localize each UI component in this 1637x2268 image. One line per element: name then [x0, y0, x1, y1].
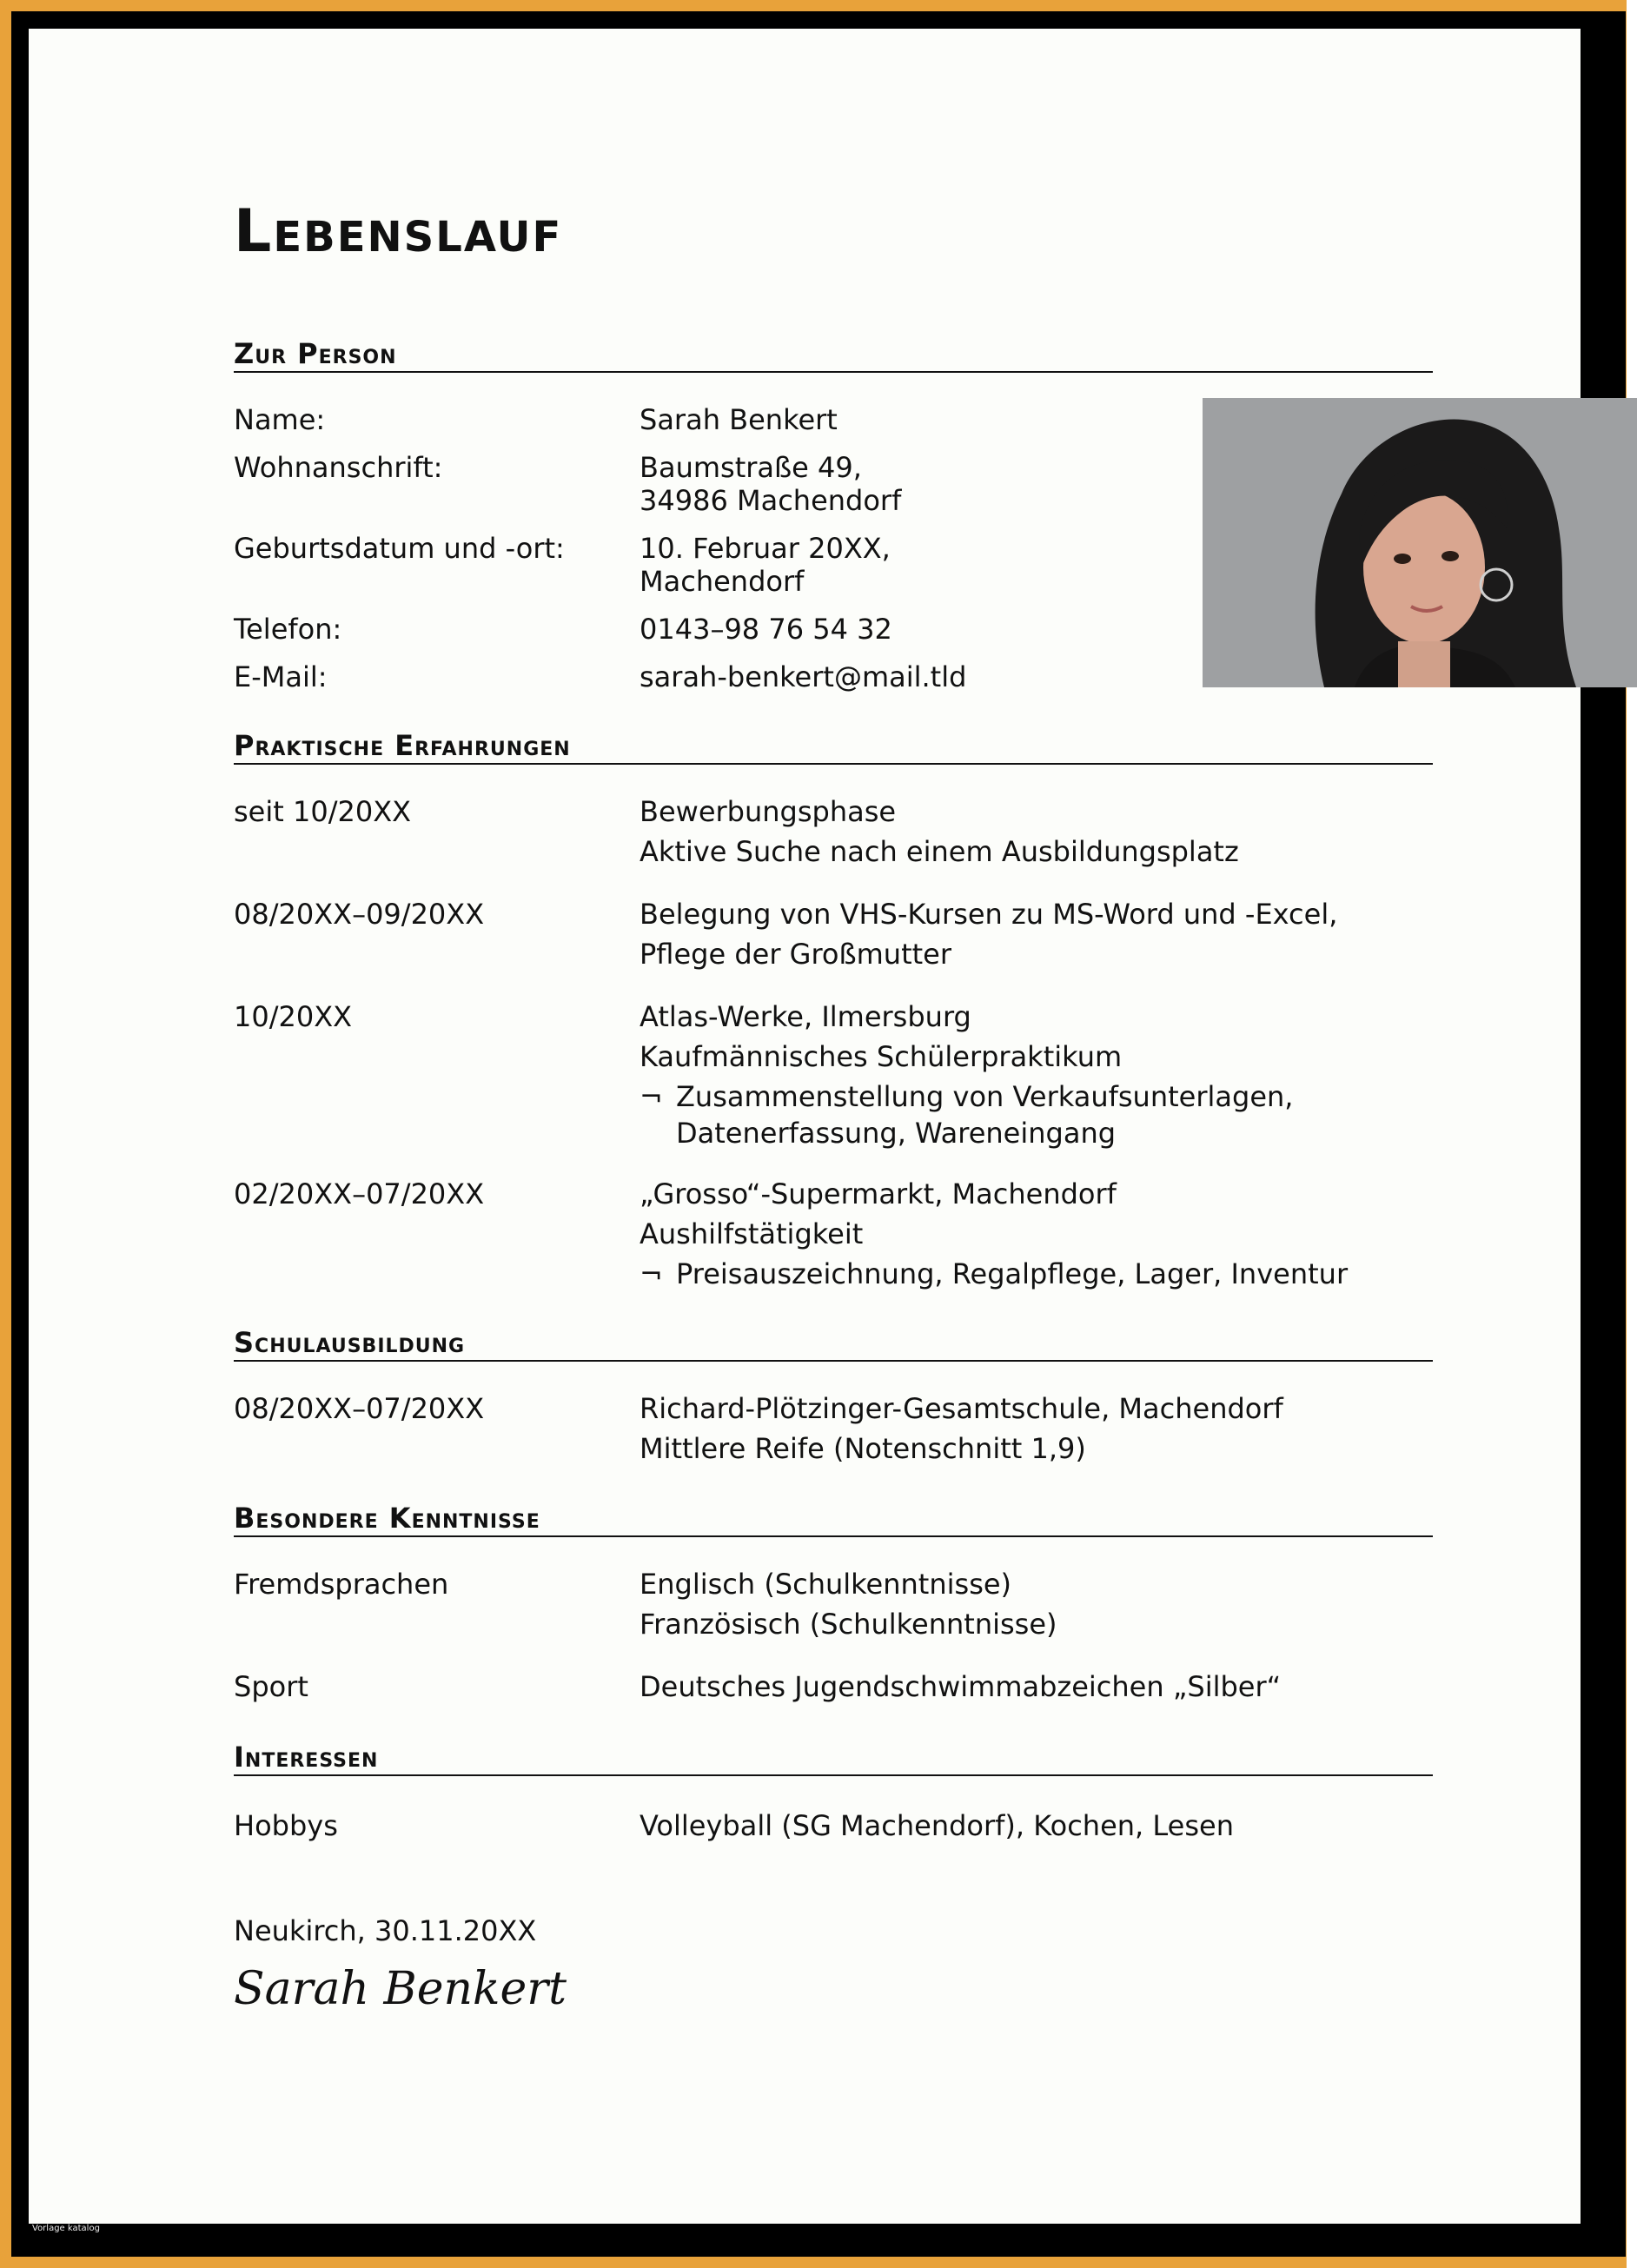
section-heading-school: Schulausbildung: [234, 1326, 1433, 1362]
bullet-text: Zusammenstellung von Verkaufsunterlagen,: [676, 1080, 1294, 1113]
entry-details: [640, 1174, 1348, 1294]
entry-date: 02/20XX–07/20XX: [234, 1177, 485, 1210]
cv-paper: [29, 29, 1581, 2233]
row-label: Geburtsdatum und -ort:: [234, 532, 565, 565]
entry-line: Richard-Plötzinger-Gesamtschule, Machendorf: [640, 1392, 1283, 1425]
entry-bullet: [640, 1254, 1348, 1294]
value-line: Volleyball (SG Machendorf), Kochen, Lesen: [640, 1809, 1234, 1842]
entry-line: Pflege der Großmutter: [640, 938, 952, 971]
value-line: sarah-benkert@mail.tld: [640, 660, 967, 693]
watermark: Vorlage katalog: [32, 2224, 100, 2233]
entry-date: 08/20XX–07/20XX: [234, 1392, 485, 1425]
row-value: [640, 451, 901, 517]
entry-line: „Grosso“-Supermarkt, Machendorf: [640, 1177, 1117, 1210]
entry-bullet: [640, 1077, 1293, 1117]
value-line: 10. Februar 20XX,: [640, 532, 891, 565]
entry-line: Atlas-Werke, Ilmersburg: [640, 1000, 971, 1033]
row-value: [640, 1806, 1234, 1846]
row-label: Fremdsprachen: [234, 1568, 449, 1601]
value-line: Englisch (Schulkenntnisse): [640, 1568, 1012, 1601]
row-value: [640, 400, 838, 440]
value-line: Französisch (Schulkenntnisse): [640, 1608, 1057, 1641]
signature: Sarah Benkert: [234, 1963, 567, 2015]
entry-line: Kaufmännisches Schülerpraktikum: [640, 1040, 1123, 1073]
entry-details: [640, 1389, 1283, 1469]
row-label: E-Mail:: [234, 660, 328, 693]
value-line: 34986 Machendorf: [640, 484, 902, 517]
row-label: Sport: [234, 1670, 308, 1703]
portrait-photo: [1203, 398, 1637, 687]
entry-line: Aktive Suche nach einem Ausbildungsplatz: [640, 835, 1239, 868]
value-line: 0143–98 76 54 32: [640, 613, 892, 646]
row-value: [640, 1564, 1057, 1644]
section-heading-person: Zur Person: [234, 337, 1433, 373]
entry-line: Aushilfstätigkeit: [640, 1217, 864, 1250]
value-line: Deutsches Jugendschwimmabzeichen „Silber“: [640, 1670, 1282, 1703]
entry-bullet-continuation: Datenerfassung, Wareneingang: [676, 1117, 1117, 1150]
portrait-illustration: [1203, 398, 1637, 687]
entry-details: [640, 894, 1337, 974]
row-label: Wohnanschrift:: [234, 451, 443, 484]
entry-line: Belegung von VHS-Kursen zu MS-Word und -Excel,: [640, 898, 1338, 931]
bullet-glyph: ¬: [640, 1257, 663, 1290]
row-label: Hobbys: [234, 1809, 338, 1842]
bullet-text: Preisauszeichnung, Regalpflege, Lager, Inventur: [676, 1257, 1349, 1290]
row-value: [640, 657, 966, 697]
entry-date: seit 10/20XX: [234, 795, 412, 828]
row-label: Name:: [234, 403, 326, 436]
entry-line: Bewerbungsphase: [640, 795, 897, 828]
frame-shadow: [1578, 11, 1626, 2257]
entry-details: [640, 792, 1239, 872]
section-heading-experience: Praktische Erfahrungen: [234, 729, 1433, 765]
entry-details: [640, 997, 1293, 1150]
section-heading-interests: Interessen: [234, 1741, 1433, 1776]
row-value: [640, 532, 891, 598]
section-heading-skills: Besondere Kenntnisse: [234, 1502, 1433, 1537]
bullet-glyph: ¬: [640, 1080, 663, 1113]
row-label: Telefon:: [234, 613, 342, 646]
entry-date: 10/20XX: [234, 1000, 353, 1033]
value-line: Machendorf: [640, 565, 805, 598]
value-line: Baumstraße 49,: [640, 451, 862, 484]
cv-title: Lebenslauf: [234, 197, 563, 266]
row-value: [640, 1667, 1281, 1707]
entry-date: 08/20XX–09/20XX: [234, 898, 485, 931]
row-value: [640, 609, 892, 649]
place-date: Neukirch, 30.11.20XX: [234, 1914, 537, 1947]
entry-line: Mittlere Reife (Notenschnitt 1,9): [640, 1432, 1086, 1465]
value-line: Sarah Benkert: [640, 403, 838, 436]
